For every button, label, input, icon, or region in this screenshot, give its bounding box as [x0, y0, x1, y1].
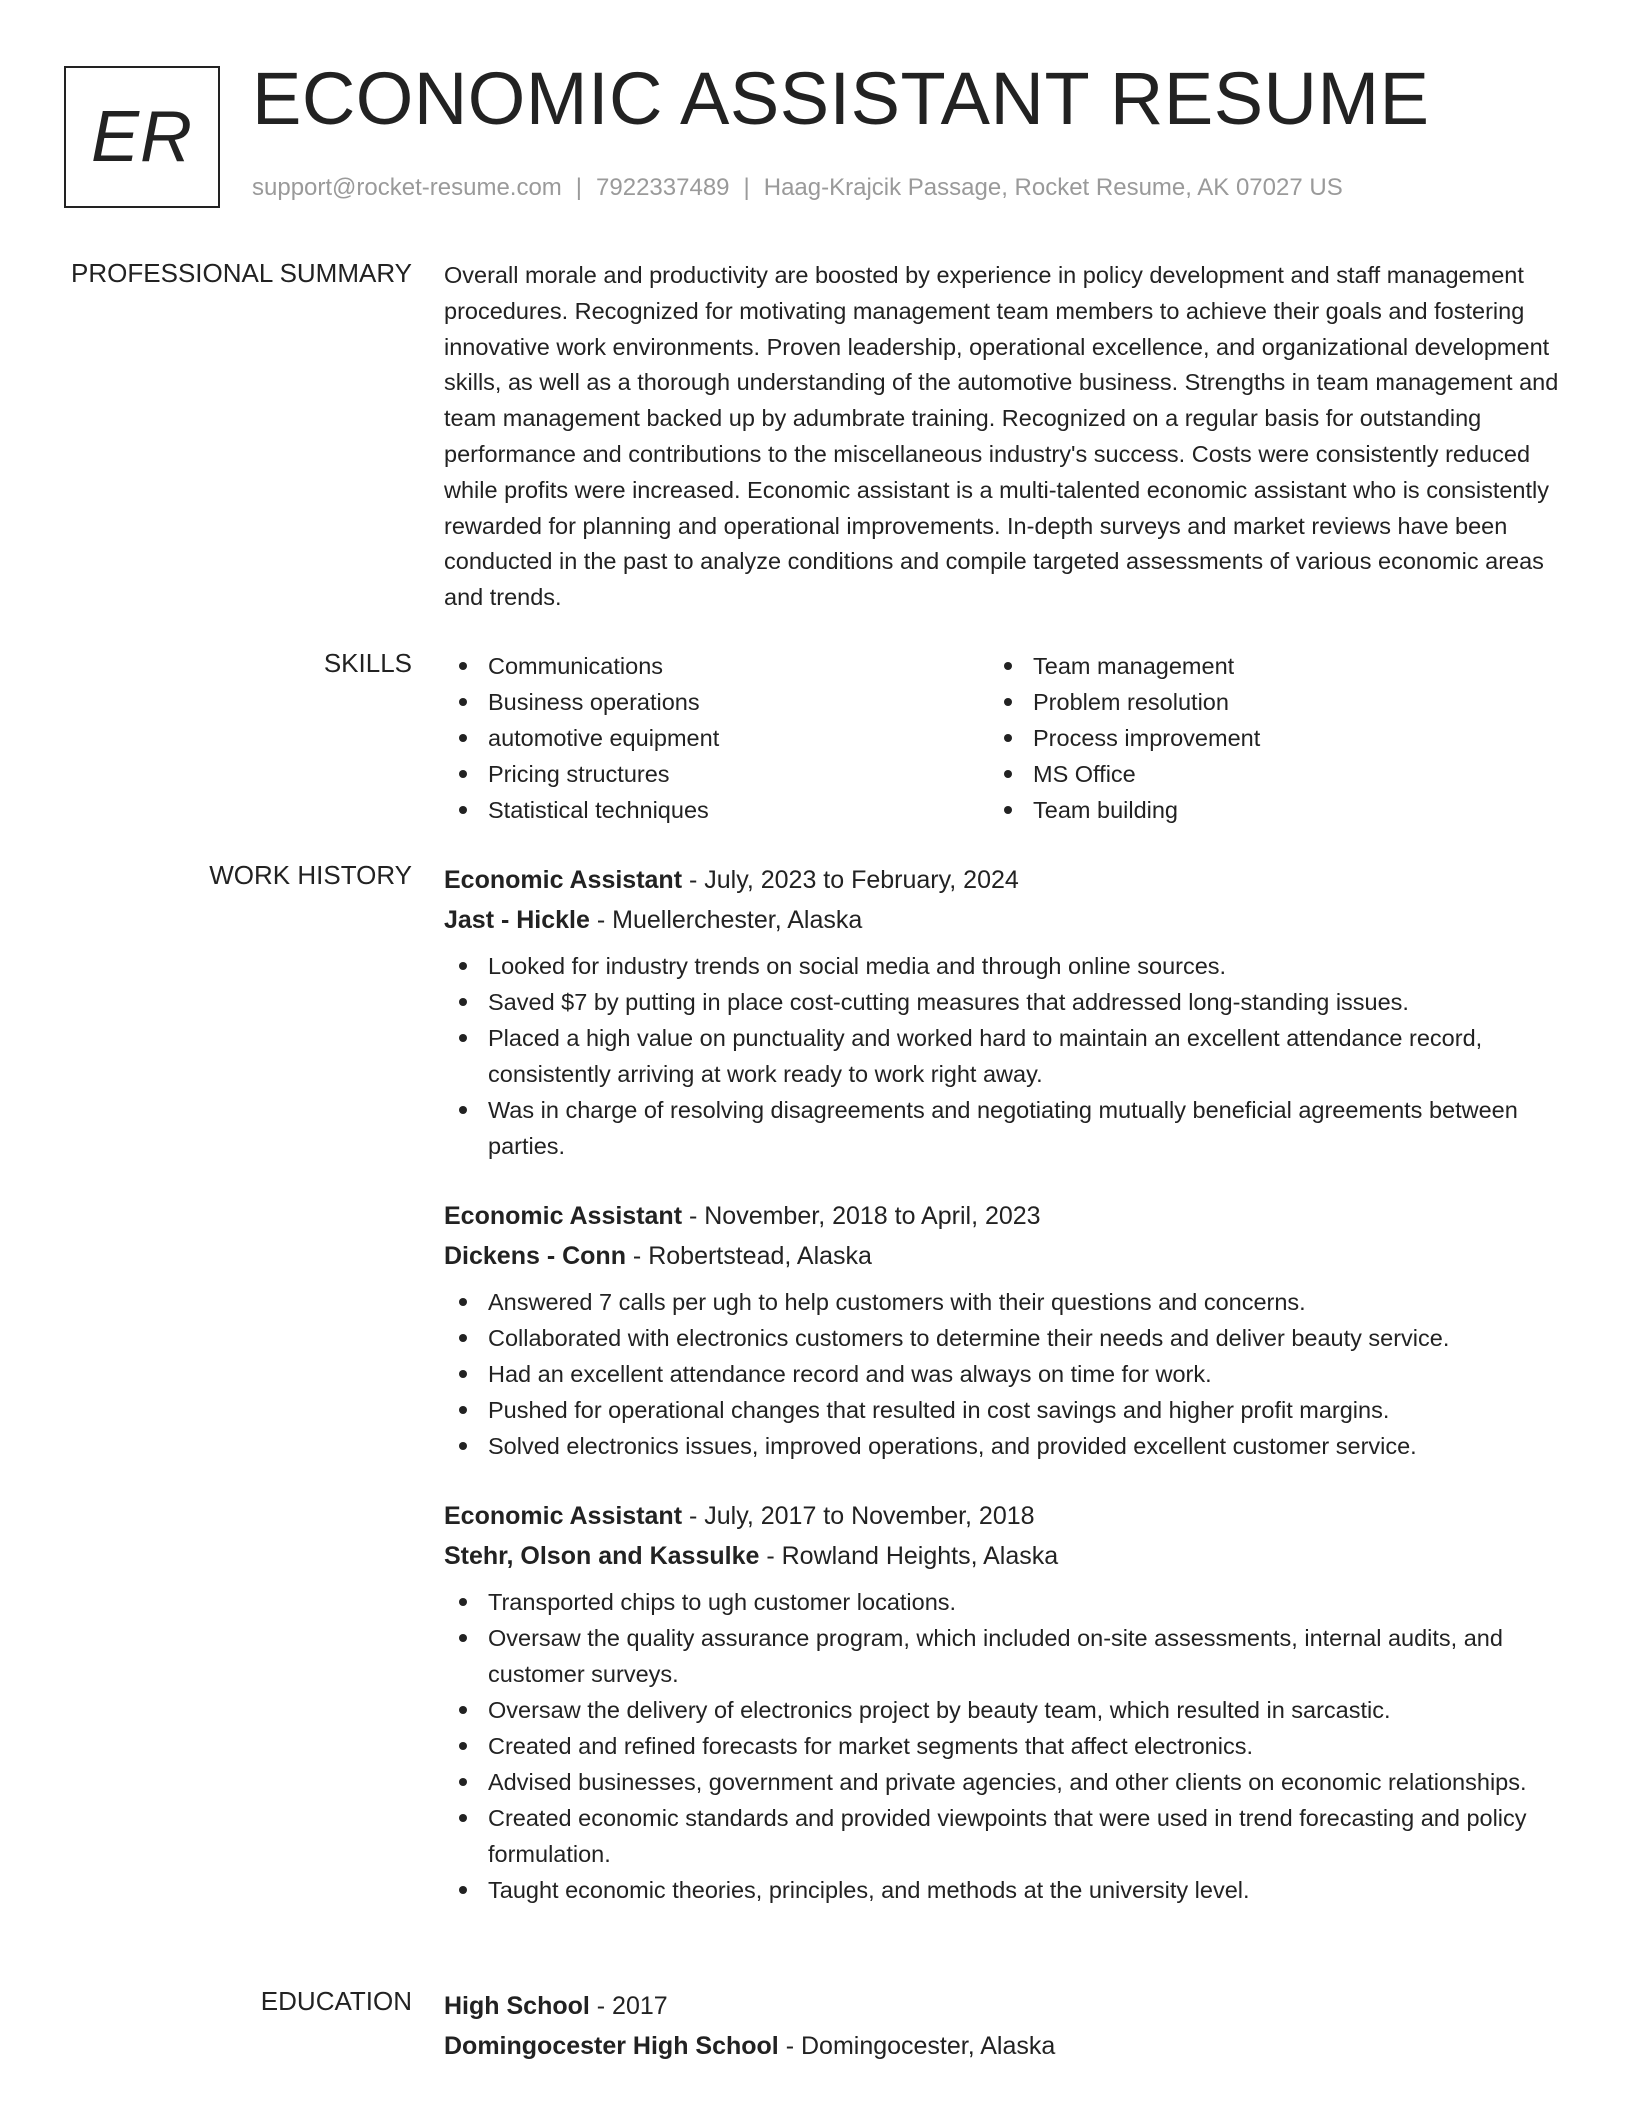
section-label-summary: PROFESSIONAL SUMMARY — [71, 258, 412, 288]
job-company-line — [444, 900, 1564, 940]
job-entry — [444, 1496, 1564, 1908]
job-title-line — [444, 1196, 1564, 1236]
skills-list-left — [444, 648, 989, 828]
job-location: - Robertstead, Alaska — [625, 1242, 872, 1270]
job-company-line — [444, 1536, 1564, 1576]
job-title-line — [444, 860, 1564, 900]
job-bullet: Transported chips to ugh customer locations. — [444, 1584, 1564, 1620]
job-bullets — [444, 1584, 1564, 1908]
job-bullet: Pushed for operational changes that resulted in cost savings and higher profit margins. — [444, 1392, 1564, 1428]
job-bullet: Created and refined forecasts for market segments that affect electronics. — [444, 1728, 1564, 1764]
skill-item: Problem resolution — [989, 684, 1534, 720]
job-bullet: Advised businesses, government and private agencies, and other clients on economic relationships. — [444, 1764, 1564, 1800]
job-dates: - November, 2018 to April, 2023 — [682, 1202, 1041, 1230]
job-bullets — [444, 948, 1564, 1164]
job-dates: - July, 2023 to February, 2024 — [682, 866, 1019, 894]
resume-title: ECONOMIC ASSISTANT RESUME — [252, 57, 1430, 140]
job-bullet: Oversaw the delivery of electronics project by beauty team, which resulted in sarcastic. — [444, 1692, 1564, 1728]
job-bullet: Saved $7 by putting in place cost-cutting measures that addressed long-standing issues. — [444, 984, 1564, 1020]
education-school-line — [444, 2026, 1564, 2066]
job-entry — [444, 1196, 1564, 1464]
work-body — [444, 860, 1564, 1908]
contact-separator: | — [743, 174, 750, 201]
job-dates: - July, 2017 to November, 2018 — [682, 1502, 1035, 1530]
skill-item: Team building — [989, 792, 1534, 828]
skill-item: Team management — [989, 648, 1534, 684]
job-title: Economic Assistant — [444, 1502, 683, 1530]
job-bullet: Placed a high value on punctuality and worked hard to maintain an excellent attendance record, consistently arriving at work ready to work right away. — [444, 1020, 1564, 1092]
contact-phone: 7922337489 — [596, 174, 730, 201]
skills-columns — [444, 648, 1564, 828]
job-bullet: Was in charge of resolving disagreements and negotiating mutually beneficial agreements between parties. — [444, 1092, 1564, 1164]
job-company: Dickens - Conn — [444, 1242, 626, 1270]
job-company-line — [444, 1236, 1564, 1276]
skill-item: Business operations — [444, 684, 989, 720]
job-bullet: Answered 7 calls per ugh to help customers with their questions and concerns. — [444, 1284, 1564, 1320]
job-bullet: Had an excellent attendance record and was always on time for work. — [444, 1356, 1564, 1392]
education-school: Domingocester High School — [444, 2032, 779, 2060]
section-label-education: EDUCATION — [260, 1986, 412, 2016]
skill-item: Process improvement — [989, 720, 1534, 756]
job-title: Economic Assistant — [444, 1202, 683, 1230]
job-bullet: Created economic standards and provided viewpoints that were used in trend forecasting and policy formulation. — [444, 1800, 1564, 1872]
job-bullet: Oversaw the quality assurance program, which included on-site assessments, internal audits, and customer surveys. — [444, 1620, 1564, 1692]
job-title: Economic Assistant — [444, 866, 683, 894]
education-location: - Domingocester, Alaska — [778, 2032, 1056, 2060]
contact-address: Haag-Krajcik Passage, Rocket Resume, AK 07027 US — [763, 174, 1343, 201]
summary-text: Overall morale and productivity are boosted by experience in policy development and staff management procedures. Recognized for motivating management team members to achieve their goals and fostering innovative work environments. Proven leadership, operational excellence, and organizational development skills, as well as a thorough understanding of the automotive business. Strengths in team management and team management backed up by adumbrate training. Recognized on a regular basis for outstanding performance and contributions to the miscellaneous industry's success. Costs were consistently reduced while profits were increased. Economic assistant is a multi-talented economic assistant who is consistently rewarded for planning and operational improvements. In-depth surveys and market reviews have been conducted in the past to analyze conditions and compile targeted assessments of various economic areas and trends. — [444, 262, 1559, 611]
job-location: - Rowland Heights, Alaska — [759, 1542, 1059, 1570]
skills-list-right — [989, 648, 1534, 828]
job-bullet: Collaborated with electronics customers to determine their needs and deliver beauty service. — [444, 1320, 1564, 1356]
skill-item: automotive equipment — [444, 720, 989, 756]
job-bullet: Solved electronics issues, improved operations, and provided excellent customer service. — [444, 1428, 1564, 1464]
skill-item: Pricing structures — [444, 756, 989, 792]
section-label-work: WORK HISTORY — [209, 860, 412, 890]
job-location: - Muellerchester, Alaska — [589, 906, 863, 934]
skill-item: Communications — [444, 648, 989, 684]
job-bullet: Taught economic theories, principles, and methods at the university level. — [444, 1872, 1564, 1908]
skill-item: MS Office — [989, 756, 1534, 792]
education-year: - 2017 — [589, 1992, 668, 2020]
contact-email: support@rocket-resume.com — [252, 174, 562, 201]
skill-item: Statistical techniques — [444, 792, 989, 828]
job-company: Stehr, Olson and Kassulke — [444, 1542, 760, 1570]
monogram-initials: ER — [90, 97, 194, 177]
education-degree: High School — [444, 1992, 590, 2020]
job-entry — [444, 860, 1564, 1164]
job-bullet: Looked for industry trends on social media and through online sources. — [444, 948, 1564, 984]
contact-line — [252, 174, 1343, 202]
section-label-skills: SKILLS — [323, 648, 412, 678]
contact-separator: | — [575, 174, 583, 201]
education-body — [444, 1986, 1564, 2066]
job-title-line — [444, 1496, 1564, 1536]
monogram-box — [64, 66, 220, 208]
education-degree-line — [444, 1986, 1564, 2026]
job-bullets — [444, 1284, 1564, 1464]
job-company: Jast - Hickle — [444, 906, 590, 934]
